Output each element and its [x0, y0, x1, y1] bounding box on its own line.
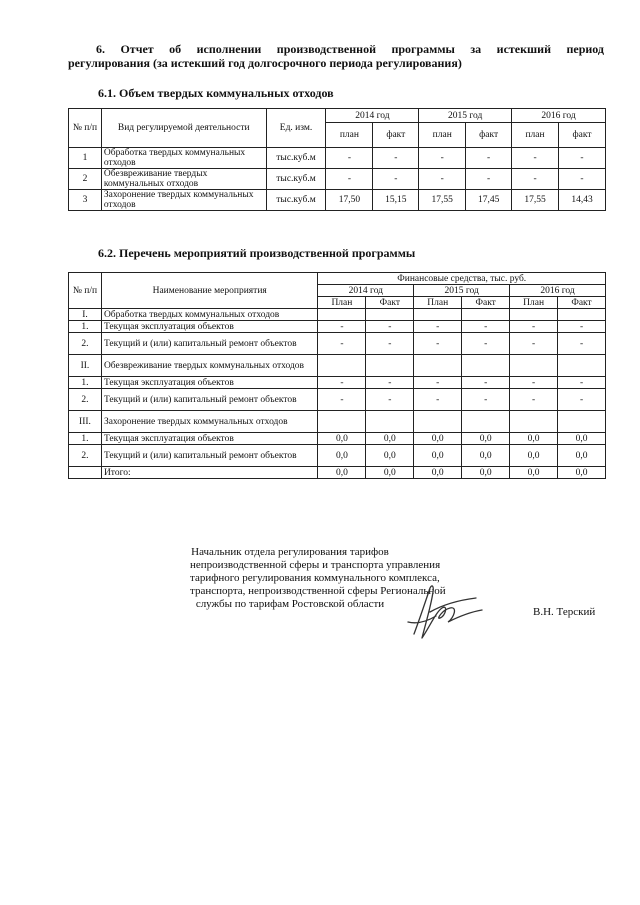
- header-activity: Вид регулируемой деятельности: [101, 109, 266, 148]
- row-value: -: [414, 333, 462, 355]
- table-row: [69, 355, 606, 377]
- row-value: [510, 309, 558, 321]
- row-value: 0,0: [414, 433, 462, 445]
- header-plan: план: [419, 123, 466, 148]
- row-value: 0,0: [318, 433, 366, 445]
- row-value: -: [462, 333, 510, 355]
- header-fact: Факт: [366, 297, 414, 309]
- row-measure-name: Текущая эксплуатация объектов: [101, 377, 318, 389]
- signatory-position: [190, 546, 446, 611]
- row-measure-name: Текущий и (или) капитальный ремонт объектов: [101, 333, 318, 355]
- row-num: 2: [69, 169, 102, 190]
- row-measure-name: Текущий и (или) капитальный ремонт объектов: [101, 445, 318, 467]
- table-row: [69, 169, 606, 190]
- header-num: № п/п: [69, 109, 102, 148]
- row-value: [558, 309, 606, 321]
- row-value: [366, 309, 414, 321]
- row-value: -: [373, 169, 419, 190]
- header-year: 2014 год: [318, 285, 414, 297]
- row-value: -: [414, 321, 462, 333]
- header-year: 2014 год: [326, 109, 419, 123]
- row-value: 0,0: [510, 445, 558, 467]
- row-num: 2.: [69, 445, 102, 467]
- row-num: 2.: [69, 333, 102, 355]
- row-measure-name: Итого:: [101, 467, 318, 479]
- table-row: [69, 321, 606, 333]
- row-value: -: [512, 148, 559, 169]
- waste-volume-table: [68, 108, 606, 211]
- row-num: 1.: [69, 433, 102, 445]
- row-value: -: [366, 333, 414, 355]
- row-unit: тыс.куб.м: [266, 190, 326, 211]
- row-value: -: [559, 148, 606, 169]
- row-value: 17,55: [419, 190, 466, 211]
- row-value: [558, 411, 606, 433]
- row-value: 0,0: [462, 467, 510, 479]
- row-value: [462, 411, 510, 433]
- header-fact: факт: [559, 123, 606, 148]
- row-value: [558, 355, 606, 377]
- row-value: [414, 309, 462, 321]
- row-value: [366, 355, 414, 377]
- row-value: -: [414, 389, 462, 411]
- table-row: [69, 433, 606, 445]
- header-num: № п/п: [69, 273, 102, 309]
- header-year: 2015 год: [414, 285, 510, 297]
- row-num: III.: [69, 411, 102, 433]
- table-row: [69, 467, 606, 479]
- header-fact: факт: [466, 123, 512, 148]
- signatory-position-line: транспорта, непроизводственной сферы Региональной: [190, 585, 446, 597]
- report-heading-line2: регулирования (за истекший год долгосрочного периода регулирования): [68, 56, 462, 70]
- table-row: [69, 190, 606, 211]
- row-value: [462, 309, 510, 321]
- row-value: 0,0: [318, 445, 366, 467]
- row-value: 17,45: [466, 190, 512, 211]
- row-value: 0,0: [366, 467, 414, 479]
- row-value: -: [366, 389, 414, 411]
- row-value: [318, 309, 366, 321]
- signatory-position-line: непроизводственной сферы и транспорта управления: [190, 559, 441, 571]
- row-value: 15,15: [373, 190, 419, 211]
- row-num: [69, 467, 102, 479]
- waste-volume-rows: [69, 148, 606, 211]
- row-value: 0,0: [558, 445, 606, 467]
- row-value: -: [318, 321, 366, 333]
- header-fact: Факт: [558, 297, 606, 309]
- section2-title: 6.2. Перечень мероприятий производственной программы: [98, 246, 416, 260]
- row-activity: Обезвреживание твердых коммунальных отходов: [101, 169, 266, 190]
- row-value: -: [462, 321, 510, 333]
- signatory-position-line: службы по тарифам Ростовской области: [195, 598, 385, 610]
- row-value: 17,55: [512, 190, 559, 211]
- signatory-name: В.Н. Терский: [533, 606, 596, 618]
- row-value: -: [510, 389, 558, 411]
- row-value: 0,0: [510, 467, 558, 479]
- row-value: -: [558, 389, 606, 411]
- row-num: I.: [69, 309, 102, 321]
- row-num: 1.: [69, 377, 102, 389]
- row-value: -: [318, 333, 366, 355]
- row-value: [318, 411, 366, 433]
- row-value: -: [326, 148, 373, 169]
- row-value: 0,0: [558, 433, 606, 445]
- header-plan: План: [510, 297, 558, 309]
- row-measure-name: Обработка твердых коммунальных отходов: [101, 309, 318, 321]
- row-value: 0,0: [318, 467, 366, 479]
- row-num: 2.: [69, 389, 102, 411]
- row-measure-name: Текущий и (или) капитальный ремонт объектов: [101, 389, 318, 411]
- row-value: -: [326, 169, 373, 190]
- row-activity: Захоронение твердых коммунальных отходов: [101, 190, 266, 211]
- row-value: -: [466, 148, 512, 169]
- row-value: -: [419, 169, 466, 190]
- header-unit: Ед. изм.: [266, 109, 326, 148]
- row-value: -: [510, 321, 558, 333]
- header-measure-name: Наименование мероприятия: [101, 273, 318, 309]
- row-unit: тыс.куб.м: [266, 169, 326, 190]
- row-value: [366, 411, 414, 433]
- row-value: -: [373, 148, 419, 169]
- row-value: -: [558, 377, 606, 389]
- row-value: [414, 411, 462, 433]
- row-num: 3: [69, 190, 102, 211]
- report-heading: [68, 42, 604, 70]
- row-num: 1: [69, 148, 102, 169]
- header-plan: План: [414, 297, 462, 309]
- section1-title: 6.1. Объем твердых коммунальных отходов: [98, 86, 334, 100]
- row-value: 17,50: [326, 190, 373, 211]
- row-value: 0,0: [414, 467, 462, 479]
- header-finance: Финансовые средства, тыс. руб.: [318, 273, 606, 285]
- table-row: [69, 377, 606, 389]
- row-value: 0,0: [462, 445, 510, 467]
- row-value: -: [366, 377, 414, 389]
- table-row: [69, 389, 606, 411]
- header-year: 2016 год: [512, 109, 606, 123]
- header-fact: Факт: [462, 297, 510, 309]
- row-value: [510, 355, 558, 377]
- row-value: -: [558, 321, 606, 333]
- row-value: -: [462, 377, 510, 389]
- row-value: 0,0: [510, 433, 558, 445]
- row-value: [462, 355, 510, 377]
- row-measure-name: Текущая эксплуатация объектов: [101, 321, 318, 333]
- signatory-position-line: тарифного регулирования коммунального комплекса,: [190, 572, 440, 584]
- signatory-position-line: Начальник отдела регулирования тарифов: [191, 546, 389, 558]
- program-measures-rows: [69, 309, 606, 479]
- row-value: -: [512, 169, 559, 190]
- row-value: -: [419, 148, 466, 169]
- row-value: -: [510, 333, 558, 355]
- header-year: 2016 год: [510, 285, 606, 297]
- row-value: 0,0: [414, 445, 462, 467]
- row-value: -: [558, 333, 606, 355]
- table-row: [69, 333, 606, 355]
- header-plan: план: [326, 123, 373, 148]
- header-fact: факт: [373, 123, 419, 148]
- row-value: [510, 411, 558, 433]
- handwritten-signature-icon: [400, 582, 490, 644]
- row-value: 14,43: [559, 190, 606, 211]
- row-measure-name: Захоронение твердых коммунальных отходов: [101, 411, 318, 433]
- row-value: -: [466, 169, 512, 190]
- row-value: -: [366, 321, 414, 333]
- row-measure-name: Обезвреживание твердых коммунальных отходов: [101, 355, 318, 377]
- header-year: 2015 год: [419, 109, 512, 123]
- row-num: II.: [69, 355, 102, 377]
- row-value: -: [510, 377, 558, 389]
- row-value: -: [462, 389, 510, 411]
- row-value: 0,0: [462, 433, 510, 445]
- row-value: -: [318, 389, 366, 411]
- row-value: -: [318, 377, 366, 389]
- row-value: -: [559, 169, 606, 190]
- header-plan: план: [512, 123, 559, 148]
- table-row: [69, 411, 606, 433]
- row-value: 0,0: [366, 433, 414, 445]
- row-value: [318, 355, 366, 377]
- header-plan: План: [318, 297, 366, 309]
- row-value: -: [414, 377, 462, 389]
- row-value: 0,0: [558, 467, 606, 479]
- table-row: [69, 309, 606, 321]
- row-unit: тыс.куб.м: [266, 148, 326, 169]
- row-measure-name: Текущая эксплуатация объектов: [101, 433, 318, 445]
- row-value: 0,0: [366, 445, 414, 467]
- table-row: [69, 148, 606, 169]
- row-activity: Обработка твердых коммунальных отходов: [101, 148, 266, 169]
- table-row: [69, 445, 606, 467]
- row-num: 1.: [69, 321, 102, 333]
- program-measures-table: [68, 272, 606, 479]
- report-heading-line1: 6. Отчет об исполнении производственной программы за истекший период: [96, 42, 604, 56]
- row-value: [414, 355, 462, 377]
